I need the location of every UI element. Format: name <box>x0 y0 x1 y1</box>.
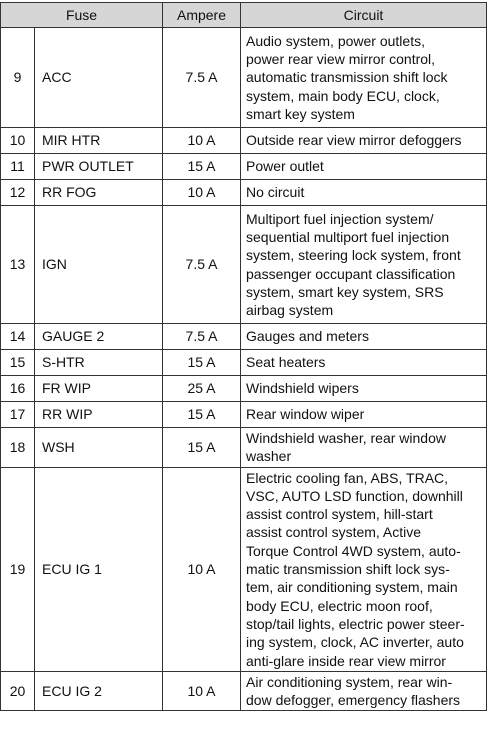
fuse-ampere: 7.5 A <box>163 28 241 128</box>
circuit-line: smart key system <box>246 105 355 122</box>
circuit-line: Audio system, power outlets, <box>246 32 425 49</box>
fuse-circuit <box>241 376 487 402</box>
circuit-line: airbag system <box>246 302 334 319</box>
circuit-line: Outside rear view mirror defoggers <box>246 132 462 149</box>
fuse-number: 9 <box>1 28 35 128</box>
circuit-line: Gauges and meters <box>246 328 369 345</box>
fuse-ampere: 15 A <box>163 402 241 428</box>
fuse-circuit <box>241 350 487 376</box>
table-row <box>1 28 487 128</box>
fuse-circuit <box>241 128 487 154</box>
fuse-circuit <box>241 180 487 206</box>
fuse-name: IGN <box>35 206 163 324</box>
circuit-line: power rear view mirror control, <box>246 51 436 68</box>
header-fuse: Fuse <box>1 3 163 28</box>
fuse-name: GAUGE 2 <box>35 324 163 350</box>
fuse-ampere: 10 A <box>163 180 241 206</box>
circuit-line: Windshield wipers <box>246 380 359 397</box>
circuit-line: sequential multiport fuel injection <box>246 228 450 245</box>
circuit-line: system, smart key system, SRS <box>246 283 444 300</box>
fuse-number: 17 <box>1 402 35 428</box>
header-circuit: Circuit <box>241 3 487 28</box>
fuse-ampere: 10 A <box>163 467 241 671</box>
fuse-name: S-HTR <box>35 350 163 376</box>
circuit-line: Rear window wiper <box>246 406 365 423</box>
fuse-circuit <box>241 154 487 180</box>
circuit-line: body ECU, electric moon roof, <box>246 597 433 614</box>
circuit-line: system, steering lock system, front <box>246 247 461 264</box>
circuit-line: automatic transmission shift lock <box>246 69 448 86</box>
fuse-circuit <box>241 671 487 711</box>
fuse-name: ECU IG 1 <box>35 467 163 671</box>
fuse-number: 12 <box>1 180 35 206</box>
fuse-number: 20 <box>1 671 35 711</box>
fuse-name: RR FOG <box>35 180 163 206</box>
fuse-number: 11 <box>1 154 35 180</box>
circuit-line: Seat heaters <box>246 354 326 371</box>
fuse-circuit <box>241 206 487 324</box>
fuse-table <box>0 2 487 711</box>
header-ampere: Ampere <box>163 3 241 28</box>
fuse-circuit <box>241 428 487 468</box>
circuit-line: stop/tail lights, electric power steer- <box>246 615 465 632</box>
fuse-ampere: 25 A <box>163 376 241 402</box>
fuse-name: PWR OUTLET <box>35 154 163 180</box>
table-row <box>1 402 487 428</box>
fuse-number: 18 <box>1 428 35 468</box>
table-row <box>1 428 487 468</box>
fuse-number: 15 <box>1 350 35 376</box>
circuit-line: Windshield washer, rear window <box>246 430 446 446</box>
circuit-line: assist control system, hill-start <box>246 506 433 523</box>
circuit-line: Torque Control 4WD system, auto- <box>246 542 461 559</box>
fuse-name: ECU IG 2 <box>35 671 163 711</box>
fuse-circuit <box>241 402 487 428</box>
fuse-name: MIR HTR <box>35 128 163 154</box>
circuit-line: system, main body ECU, clock, <box>246 87 440 104</box>
circuit-line: Air conditioning system, rear win- <box>246 673 453 690</box>
fuse-circuit <box>241 28 487 128</box>
circuit-line: VSC, AUTO LSD function, downhill <box>246 487 463 504</box>
table-row <box>1 324 487 350</box>
table-row <box>1 180 487 206</box>
table-row <box>1 376 487 402</box>
fuse-ampere: 15 A <box>163 154 241 180</box>
circuit-line: assist control system, Active <box>246 524 422 541</box>
circuit-line: ing system, clock, AC inverter, auto <box>246 634 464 651</box>
circuit-line: Power outlet <box>246 158 324 175</box>
header-row <box>1 3 487 28</box>
table-body <box>1 28 487 711</box>
fuse-ampere: 15 A <box>163 428 241 468</box>
circuit-line: Electric cooling fan, ABS, TRAC, <box>246 469 449 486</box>
table-row <box>1 671 487 711</box>
fuse-ampere: 7.5 A <box>163 206 241 324</box>
circuit-line: No circuit <box>246 184 305 201</box>
fuse-name: ACC <box>35 28 163 128</box>
fuse-name: FR WIP <box>35 376 163 402</box>
fuse-name: WSH <box>35 428 163 468</box>
table-row <box>1 206 487 324</box>
fuse-number: 16 <box>1 376 35 402</box>
circuit-line: washer <box>246 448 292 465</box>
circuit-line: tem, air conditioning system, main <box>246 579 458 596</box>
circuit-line: matic transmission shift lock sys- <box>246 561 450 578</box>
fuse-ampere: 10 A <box>163 128 241 154</box>
circuit-line: Multiport fuel injection system/ <box>246 210 434 227</box>
fuse-circuit <box>241 324 487 350</box>
fuse-number: 14 <box>1 324 35 350</box>
fuse-name: RR WIP <box>35 402 163 428</box>
fuse-ampere: 7.5 A <box>163 324 241 350</box>
table-row <box>1 128 487 154</box>
fuse-ampere: 15 A <box>163 350 241 376</box>
table-row <box>1 154 487 180</box>
circuit-line: dow defogger, emergency flashers <box>246 692 461 709</box>
fuse-circuit <box>241 467 487 671</box>
table-row <box>1 467 487 671</box>
fuse-number: 10 <box>1 128 35 154</box>
table-row <box>1 350 487 376</box>
fuse-ampere: 10 A <box>163 671 241 711</box>
fuse-number: 19 <box>1 467 35 671</box>
fuse-number: 13 <box>1 206 35 324</box>
circuit-line: anti-glare inside rear view mirror <box>246 652 446 669</box>
circuit-line: passenger occupant classification <box>246 265 456 282</box>
